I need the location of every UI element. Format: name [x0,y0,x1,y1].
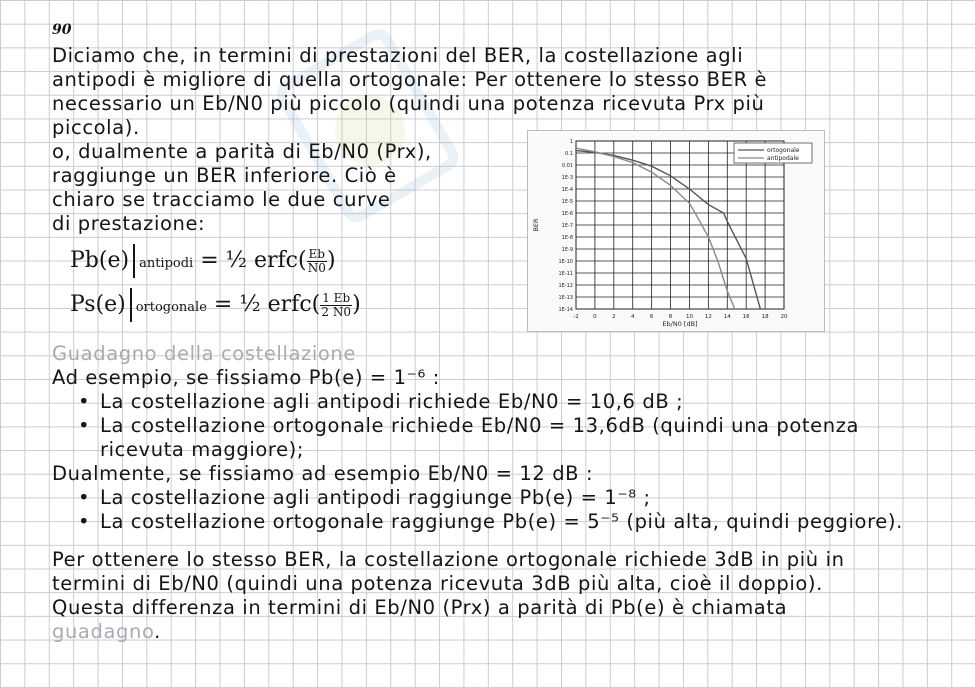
formula-orthogonal-den: 2 N0 [321,304,351,319]
paragraph-line-8: di prestazione: [52,212,206,235]
formula-orthogonal [70,288,361,322]
page-number: 90 [52,22,72,38]
section-title: Guadagno della costellazione [52,342,356,365]
conclusion-line-3: Questa differenza in termini di Eb/N0 (Prx) a parità di Pb(e) è chiamata [52,596,788,619]
formula-antipodal-close: ) [327,248,336,273]
conclusion-line-2: termini di Eb/N0 (quindi una potenza ricevuta 3dB più alta, cioè il doppio). [52,572,823,595]
bullet-orthogonal-requirement-cont: ricevuta maggiore); [100,438,305,461]
conclusion-line-4 [52,620,161,644]
x-tick-label: 8 [668,314,673,320]
x-tick-label: 20 [780,314,788,320]
ber-chart [527,130,825,332]
formula-orthogonal-num: 1 Eb [322,290,351,305]
legend-label-antipodale: antipodale [767,155,799,162]
paragraph-line-2: antipodi è migliore di quella ortogonale: Per ottenere lo stesso BER è [52,68,768,91]
evaluation-bar [130,288,132,322]
paragraph-line-6: raggiunge un BER inferiore. Ciò è [52,164,397,187]
y-tick-label: 0.1 [565,151,573,157]
x-tick-label: 14 [723,314,731,320]
y-tick-label: 1E-8 [561,235,573,241]
gain-term: guadagno [52,620,155,643]
bullet-antipodal-ber: • La costellazione agli antipodi raggiunge Pb(e) = 1⁻⁸ ; [78,486,651,510]
example-intro: Ad esempio, se fissiamo Pb(e) = 1⁻⁶ : [52,366,440,389]
y-tick-label: 1E-4 [561,187,573,193]
formula-antipodal-den: N0 [307,260,326,275]
paragraph-line-4: piccola). [52,116,140,139]
y-axis-label: BER [532,218,540,232]
conclusion-period: . [154,620,161,643]
y-tick-label: 0.01 [561,163,573,169]
x-axis-label: Eb/N0 [dB] [662,320,698,328]
formula-antipodal-num: Eb [308,246,325,261]
x-tick-label: 2 [612,314,616,320]
legend-label-ortogonale: ortogonale [767,147,800,154]
formula-orthogonal-rhs: = ½ erfc( [213,292,321,317]
paragraph-line-3: necessario un Eb/N0 più piccolo (quindi una potenza ricevuta Prx più [52,92,765,115]
formula-antipodal-lhs: Pb(e) [70,248,130,273]
conclusion-line-1: Per ottenere lo stesso BER, la costellazione ortogonale richiede 3dB in più in [52,548,845,571]
x-tick-label: 16 [742,314,750,320]
y-tick-label: 1E-6 [561,211,573,217]
y-tick-label: 1 [569,139,573,145]
x-tick-label: -2 [573,314,579,320]
x-tick-label: 6 [649,314,654,320]
x-tick-label: 18 [761,314,769,320]
paragraph-line-1: Diciamo che, in termini di prestazioni del BER, la costellazione agli [52,44,744,67]
formula-orthogonal-close: ) [352,292,361,317]
y-tick-label: 1E-10 [558,259,573,265]
ber-chart-svg [528,131,824,331]
formula-antipodal-fraction [307,248,327,275]
x-tick-label: 0 [593,314,597,320]
y-tick-label: 1E-3 [561,175,573,181]
formula-antipodal-sub: antipodi [139,256,194,271]
formula-orthogonal-lhs: Ps(e) [70,292,126,317]
paragraph-line-5: o, dualmente a parità di Eb/N0 (Prx), [52,140,432,163]
y-tick-label: 1E-13 [558,295,573,301]
y-tick-label: 1E-12 [558,283,573,289]
y-tick-label: 1E-5 [561,199,573,205]
formula-antipodal-rhs: = ½ erfc( [200,248,307,273]
formula-antipodal [70,244,336,278]
dual-intro: Dualmente, se fissiamo ad esempio Eb/N0 = 12 dB : [52,462,594,485]
evaluation-bar [133,244,135,278]
formula-orthogonal-sub: ortogonale [135,300,207,315]
formula-orthogonal-fraction [320,292,352,319]
y-tick-label: 1E-11 [558,271,573,277]
y-tick-label: 1E-7 [561,223,573,229]
x-tick-label: 10 [685,314,693,320]
y-tick-label: 1E-9 [561,247,573,253]
bullet-antipodal-requirement: • La costellazione agli antipodi richiede Eb/N0 = 10,6 dB ; [78,390,683,414]
x-tick-label: 12 [704,314,712,320]
x-tick-label: 4 [630,314,635,320]
bullet-orthogonal-ber: • La costellazione ortogonale raggiunge Pb(e) = 5⁻⁵ (più alta, quindi peggiore). [78,510,903,534]
paragraph-line-7: chiaro se tracciamo le due curve [52,188,391,211]
y-tick-label: 1E-14 [558,307,573,313]
bullet-orthogonal-requirement: • La costellazione ortogonale richiede Eb/N0 = 13,6dB (quindi una potenza [78,414,859,438]
